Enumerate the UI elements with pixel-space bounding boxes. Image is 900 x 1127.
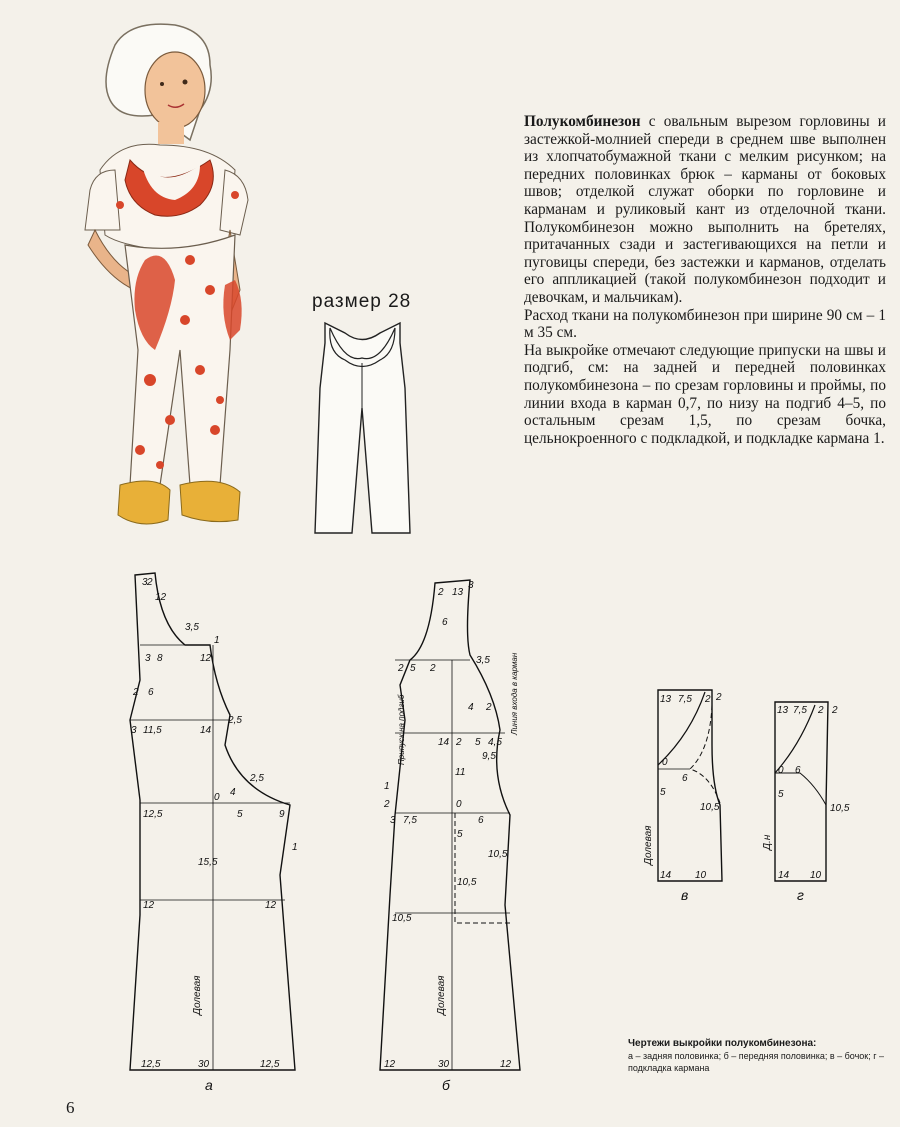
draft-b-label: 14 xyxy=(438,737,450,748)
draft-g-label: 10 xyxy=(810,870,822,881)
draft-g-label: 0 xyxy=(778,765,784,776)
draft-a-label: 2,5 xyxy=(228,715,242,726)
draft-b-label: 0 xyxy=(456,799,462,810)
caption-text: а – задняя половинка; б – передняя половинка; в – бочок; г – подкладка кармана xyxy=(628,1051,885,1073)
draft-g-label: 7,5 xyxy=(793,705,807,716)
draft-b-label: 5 xyxy=(457,829,463,840)
draft-a-label: 12,5 xyxy=(141,1059,161,1070)
draft-a-label: 12 xyxy=(155,592,167,603)
draft-b-side-note-left: Припуск на подгиб xyxy=(397,694,406,765)
draft-a-label: 11,5 xyxy=(143,725,162,736)
draft-a-label: 12,5 xyxy=(260,1059,280,1070)
draft-v-label: 14 xyxy=(660,870,672,881)
draft-b-label: 10,5 xyxy=(488,849,508,860)
child-illustration xyxy=(60,20,270,540)
draft-v-label: 2 xyxy=(716,692,722,703)
draft-b-label: 3,5 xyxy=(476,655,490,666)
draft-a-label: 6 xyxy=(148,687,154,698)
draft-b-label: 6 xyxy=(442,617,448,628)
draft-a-label: 14 xyxy=(200,725,212,736)
draft-b-label: 3 xyxy=(390,815,396,826)
draft-g-label: 14 xyxy=(778,870,790,881)
draft-b-label: 4,5 xyxy=(488,737,502,748)
draft-b-label: 10,5 xyxy=(392,913,412,924)
draft-a-label: 2 xyxy=(147,577,153,588)
draft-g-label: 5 xyxy=(778,789,784,800)
draft-b-label: 2 xyxy=(398,663,404,674)
draft-b-label: 3 xyxy=(468,580,474,591)
draft-b-label: 5 xyxy=(475,737,481,748)
draft-b xyxy=(380,580,520,1070)
draft-b-label: 11 xyxy=(455,767,466,778)
draft-b-grain: Долевая xyxy=(436,975,447,1015)
draft-g-label: 2 xyxy=(832,705,838,716)
draft-a-label: 12,5 xyxy=(143,809,163,820)
draft-a-label: 1 xyxy=(214,635,220,646)
draft-b-label: 2 xyxy=(456,737,462,748)
draft-a-label: 15,5 xyxy=(198,857,218,868)
draft-a-label: 5 xyxy=(237,809,243,820)
draft-a-label: 3 xyxy=(145,653,151,664)
caption-title: Чертежи выкройки полукомбинезона: xyxy=(628,1038,817,1049)
draft-g-label: 10,5 xyxy=(830,803,850,814)
draft-a-grain: Долевая xyxy=(192,975,203,1015)
draft-a-labels xyxy=(131,577,298,1093)
draft-b-label: 2 xyxy=(384,799,390,810)
draft-v-label: 2 xyxy=(705,694,711,705)
draft-v-label: 7,5 xyxy=(678,694,692,705)
draft-g-label: 13 xyxy=(777,705,789,716)
draft-g-label: 6 xyxy=(795,765,801,776)
draft-a-label: 3 xyxy=(131,725,137,736)
draft-a-label: 12 xyxy=(265,900,277,911)
draft-a-label: 2,5 xyxy=(250,773,264,784)
draft-a-label: 12 xyxy=(200,653,212,664)
draft-v-letter: в xyxy=(681,887,689,903)
draft-v xyxy=(658,690,722,881)
pattern-drafts xyxy=(0,545,900,1100)
description-body: с овальным вырезом горловины и застежкой-молнией спереди в среднем шве выполнен из хлопчатобумажной ткани с мелким рисунком; на передних половинках брюк – карманы от боковых швов; отделкой служат оборки по горловине и карманам и руликовый кант из отделочной ткани. Полукомбинезон можно выполнить на бретелях, притачанных сзади и застегивающихся на петли и пуговицы спереди, без застежки и карманов, отделать его аппликацией (такой полукомбинезон подходит и девочкам, и мальчикам). xyxy=(524,113,886,306)
draft-b-label: 1 xyxy=(384,781,390,792)
draft-b-label: 2 xyxy=(486,702,492,713)
draft-g-letter: г xyxy=(797,887,804,903)
draft-a-label: 4 xyxy=(230,787,236,798)
draft-g-label: 2 xyxy=(818,705,824,716)
draft-a-letter: а xyxy=(205,1077,213,1093)
draft-b-label: 7,5 xyxy=(403,815,417,826)
draft-a-label: 0 xyxy=(214,792,220,803)
draft-b-letter: б xyxy=(442,1077,450,1093)
draft-a-label: 12 xyxy=(143,900,155,911)
draft-v-label: 10,5 xyxy=(700,802,720,813)
draft-a-label: 3,5 xyxy=(185,622,199,633)
draft-a-label: 8 xyxy=(157,653,163,664)
draft-b-label: 10,5 xyxy=(457,877,477,888)
draft-v-label: 0 xyxy=(662,757,668,768)
draft-a-label: 3 xyxy=(142,577,148,588)
draft-b-label: 6 xyxy=(478,815,484,826)
draft-b-label: 4 xyxy=(468,702,474,713)
draft-b-label: 13 xyxy=(452,587,464,598)
figure-caption xyxy=(628,1038,890,1074)
page-number: 6 xyxy=(66,1098,75,1117)
draft-b-label: 2 xyxy=(430,663,436,674)
draft-v-label: 13 xyxy=(660,694,672,705)
draft-a-label: 30 xyxy=(198,1059,210,1070)
draft-b-label: 30 xyxy=(438,1059,450,1070)
draft-b-labels xyxy=(383,580,519,1093)
seam-allowances: На выкройке отмечают следующие припуски на швы и подгиб, см: на задней и передней половинках полукомбинезона – по срезам горловины и проймы, по линии входа в карман 0,7, по низу на подгиб 4–5, по остальным срезам 1,5, по срезам бочка, цельнокроенного с подкладкой, и подкладке кармана 1. xyxy=(524,341,886,447)
draft-v-grain: Долевая xyxy=(643,825,654,865)
draft-v-label: 5 xyxy=(660,787,666,798)
draft-a-label: 9 xyxy=(279,809,285,820)
draft-b-label: 5 xyxy=(410,663,416,674)
draft-g-grain: Д.н xyxy=(762,834,773,850)
draft-v-label: 6 xyxy=(682,773,688,784)
size-label: размер 28 xyxy=(312,291,412,312)
draft-b-label: 2 xyxy=(438,587,444,598)
draft-a-label: 2 xyxy=(133,687,139,698)
draft-b-side-note-right: Линия входа в карман xyxy=(510,652,519,735)
draft-b-label: 12 xyxy=(384,1059,396,1070)
draft-b-label: 9,5 xyxy=(482,751,496,762)
draft-a xyxy=(130,573,295,1070)
description-lead: Полукомбинезон xyxy=(524,113,641,130)
fabric-consumption: Расход ткани на полукомбинезон при ширине 90 см – 1 м 35 см. xyxy=(524,306,886,342)
draft-a-label: 1 xyxy=(292,842,298,853)
draft-v-label: 10 xyxy=(695,870,707,881)
garment-sketch xyxy=(300,318,425,543)
description-text xyxy=(524,113,886,447)
draft-b-label: 12 xyxy=(500,1059,512,1070)
